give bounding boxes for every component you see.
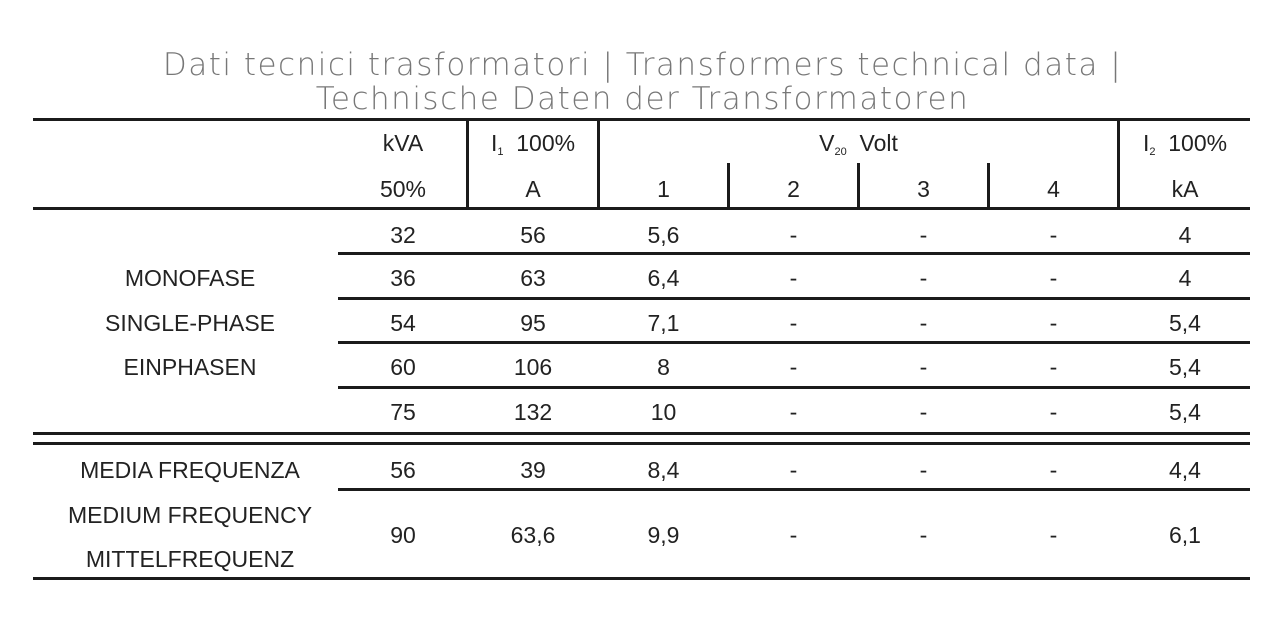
medium-frequency-cell: - xyxy=(789,457,798,483)
header-v20-subscript: 20 xyxy=(834,146,847,158)
table-bottom-rule xyxy=(33,577,1250,580)
single-phase-cell: - xyxy=(919,354,928,380)
header-v20 xyxy=(600,130,1117,165)
header-i2-unit: kA xyxy=(1171,176,1199,202)
single-phase-cell: 54 xyxy=(390,310,416,336)
single-phase-cell: 5,4 xyxy=(1169,354,1201,380)
section-divider-upper xyxy=(33,432,1250,435)
row-divider xyxy=(338,252,1250,255)
header-v-col-4: 4 xyxy=(1047,176,1060,202)
row-divider xyxy=(338,386,1250,389)
medium-frequency-cell: 90 xyxy=(390,522,416,548)
medium-frequency-cell: 63,6 xyxy=(510,522,556,548)
medium-frequency-cell: - xyxy=(1049,457,1058,483)
single-phase-cell: 106 xyxy=(513,354,553,380)
single-phase-cell: - xyxy=(789,310,798,336)
single-phase-cell: - xyxy=(919,265,928,291)
single-phase-cell: 7,1 xyxy=(647,310,680,336)
header-kva-percent: 50% xyxy=(379,176,427,202)
header-i2 xyxy=(1120,130,1250,165)
header-kva: kVA xyxy=(382,130,424,156)
single-phase-cell: - xyxy=(789,399,798,425)
medium-frequency-cell: 39 xyxy=(520,457,546,483)
single-phase-cell: - xyxy=(919,399,928,425)
single-phase-cell: 4 xyxy=(1178,222,1192,248)
single-phase-cell: - xyxy=(1049,399,1058,425)
single-phase-cell: - xyxy=(1049,222,1058,248)
row-divider xyxy=(338,488,1250,491)
single-phase-cell: 63 xyxy=(520,265,546,291)
single-phase-cell: - xyxy=(1049,310,1058,336)
single-phase-cell: - xyxy=(1049,354,1058,380)
single-phase-label-de: EINPHASEN xyxy=(123,354,257,380)
medium-frequency-label-it: MEDIA FREQUENZA xyxy=(80,457,300,483)
header-i1-percent: 100% xyxy=(516,130,576,156)
header-i1 xyxy=(469,130,597,165)
medium-frequency-cell: - xyxy=(789,522,798,548)
header-v20-unit: Volt xyxy=(859,130,898,156)
single-phase-cell: - xyxy=(789,222,798,248)
header-i1-symbol: I xyxy=(490,130,498,156)
header-i1-unit: A xyxy=(525,176,541,202)
medium-frequency-cell: - xyxy=(1049,522,1058,548)
table-title-line-1: Dati tecnici trasformatori | Transformers technical data | xyxy=(162,47,1123,83)
header-i2-subscript: 2 xyxy=(1149,146,1156,158)
single-phase-cell: 36 xyxy=(390,265,416,291)
single-phase-label-it: MONOFASE xyxy=(124,265,256,291)
single-phase-cell: 60 xyxy=(390,354,416,380)
medium-frequency-cell: 56 xyxy=(390,457,416,483)
header-v-col-2: 2 xyxy=(787,176,800,202)
medium-frequency-cell: - xyxy=(919,457,928,483)
single-phase-cell: 5,6 xyxy=(647,222,680,248)
medium-frequency-cell: 8,4 xyxy=(647,457,680,483)
medium-frequency-cell: 9,9 xyxy=(647,522,680,548)
row-divider xyxy=(338,341,1250,344)
header-i2-percent: 100% xyxy=(1168,130,1228,156)
header-v20-symbol: V xyxy=(819,130,835,156)
table-title-line-2: Technische Daten der Transformatoren xyxy=(315,81,970,117)
medium-frequency-cell: 4,4 xyxy=(1169,457,1201,483)
single-phase-cell: 56 xyxy=(520,222,546,248)
single-phase-cell: 132 xyxy=(513,399,553,425)
single-phase-cell: 32 xyxy=(390,222,416,248)
section-divider-lower xyxy=(33,442,1250,445)
single-phase-cell: 5,4 xyxy=(1169,310,1201,336)
single-phase-cell: 75 xyxy=(390,399,416,425)
single-phase-cell: 10 xyxy=(650,399,677,425)
header-top-rule xyxy=(33,118,1250,121)
medium-frequency-label-en: MEDIUM FREQUENCY xyxy=(67,502,313,528)
single-phase-cell: 5,4 xyxy=(1169,399,1201,425)
medium-frequency-cell: 6,1 xyxy=(1169,522,1201,548)
row-divider xyxy=(338,297,1250,300)
header-bottom-rule xyxy=(33,207,1250,210)
single-phase-cell: 95 xyxy=(520,310,546,336)
medium-frequency-label-de: MITTELFREQUENZ xyxy=(85,546,295,572)
single-phase-cell: - xyxy=(789,265,798,291)
header-i2-symbol: I xyxy=(1142,130,1150,156)
single-phase-cell: - xyxy=(919,310,928,336)
single-phase-cell: - xyxy=(1049,265,1058,291)
single-phase-cell: - xyxy=(789,354,798,380)
single-phase-label-en: SINGLE-PHASE xyxy=(105,310,275,336)
single-phase-cell: 6,4 xyxy=(647,265,680,291)
header-v-col-3: 3 xyxy=(917,176,930,202)
header-v-col-1: 1 xyxy=(657,176,670,202)
single-phase-cell: 4 xyxy=(1178,265,1192,291)
single-phase-cell: - xyxy=(919,222,928,248)
single-phase-cell: 8 xyxy=(657,354,670,380)
medium-frequency-cell: - xyxy=(919,522,928,548)
header-i1-subscript: 1 xyxy=(497,146,504,158)
